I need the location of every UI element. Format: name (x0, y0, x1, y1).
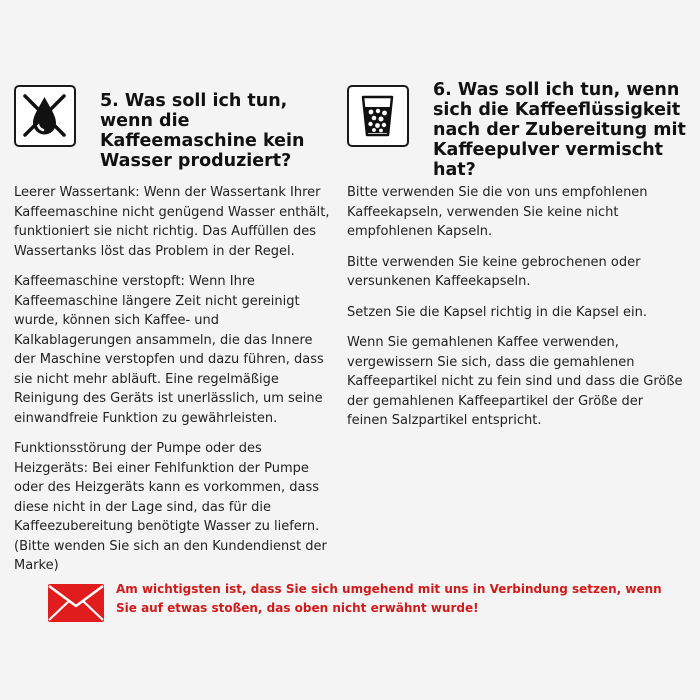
section-6-body (347, 183, 687, 442)
no-water-drop-icon (14, 85, 76, 147)
envelope-icon (48, 584, 104, 622)
section-5-paragraph: Kaffeemaschine verstopft: Wenn Ihre Kaffeemaschine längere Zeit nicht gereinigt wurde, können sich Kaffee- und Kalkablagerungen ansammeln, die das Innere der Maschine verstopfen und dazu führen, dass sie nicht mehr abläuft. Eine regelmäßige Reinigung des Geräts ist unerlässlich, um seine einwandfreie Funktion zu gewährleisten. (14, 274, 324, 426)
section-6-paragraph: Bitte verwenden Sie die von uns empfohlenen Kaffeekapseln, verwenden Sie keine nicht empfohlenen Kapseln. (347, 185, 648, 239)
section-6-paragraph: Setzen Sie die Kapsel richtig in die Kapsel ein. (347, 304, 647, 320)
section-5-title: 5. Was soll ich tun, wenn die Kaffeemaschine kein Wasser produziert? (100, 91, 305, 171)
section-5-paragraph: Funktionsstörung der Pumpe oder des Heizgeräts: Bei einer Fehlfunktion der Pumpe oder des Heizgeräts kann es vorkommen, dass diese nicht in der Lage sind, das für die Kaffeezubereitung benötigte Wasser zu liefern. (Bitte wenden Sie sich an den Kundendienst der Marke) (14, 441, 327, 573)
coffee-glass-grounds-icon (347, 85, 409, 147)
notice-text: Am wichtigsten ist, dass Sie sich umgehend mit uns in Verbindung setzen, wenn Sie auf etwas stoßen, das oben nicht erwähnt wurde! (116, 582, 662, 615)
section-5-body (14, 183, 334, 587)
section-6-title: 6. Was soll ich tun, wenn sich die Kaffeeflüssigkeit nach der Zubereitung mit Kaffeepulver vermischt hat? (433, 80, 686, 180)
section-5-paragraph: Leerer Wassertank: Wenn der Wassertank Ihrer Kaffeemaschine nicht genügend Wasser enthält, funktioniert sie nicht richtig. Das Auffüllen des Wassertanks löst das Problem in der Regel. (14, 185, 330, 259)
section-6-paragraph: Wenn Sie gemahlenen Kaffee verwenden, vergewissern Sie sich, dass die gemahlenen Kaffeepartikel nicht zu fein sind und dass die Größe der gemahlenen Kaffeepartikel der Größe der feinen Salzpartikel entspricht. (347, 335, 683, 428)
section-6-paragraph: Bitte verwenden Sie keine gebrochenen oder versunkenen Kaffeekapseln. (347, 254, 641, 289)
